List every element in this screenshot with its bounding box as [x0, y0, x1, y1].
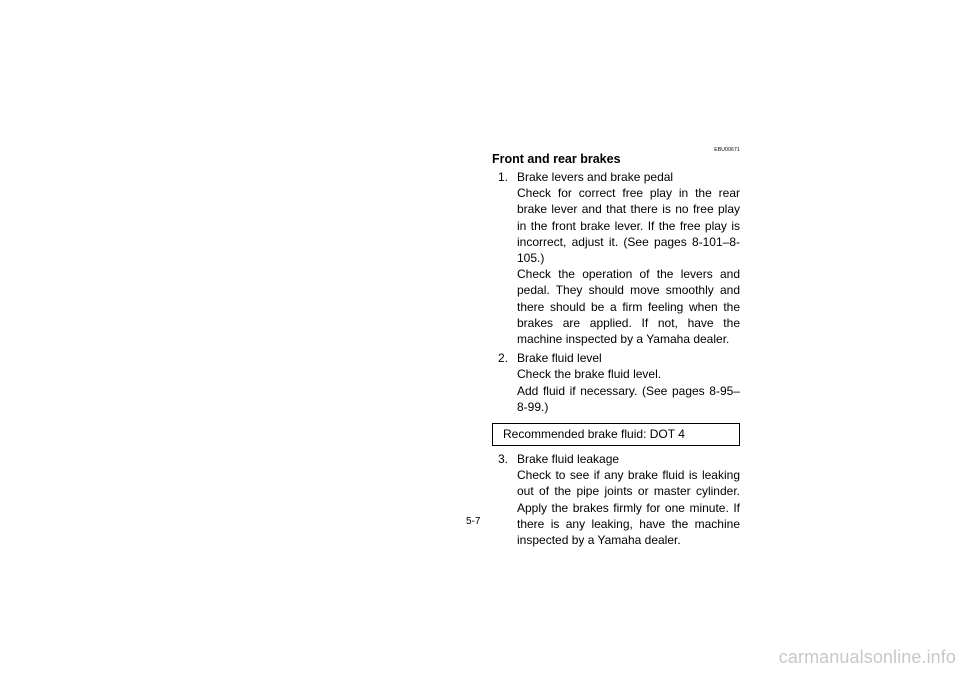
- watermark: carmanualsonline.info: [778, 647, 956, 667]
- list-item-number: 3.: [498, 452, 509, 467]
- list-item-heading: Brake fluid level: [517, 351, 602, 366]
- list-item-1: [492, 169, 740, 347]
- list-item-2: [492, 350, 740, 415]
- section-title: Front and rear brakes: [492, 152, 621, 166]
- list-item-heading: Brake fluid leakage: [517, 452, 620, 467]
- spec-box: Recommended brake fluid: DOT 4: [492, 423, 740, 446]
- list-item-paragraph: Add fluid if necessary. (See pages 8-95–8-99.): [517, 383, 740, 414]
- list-item-paragraph: Check to see if any brake fluid is leaking out of the pipe joints or master cylinder. Apply the brakes firmly for one minute. If there is any leaking, have the machine inspected by a Yamaha dealer.: [517, 468, 740, 548]
- list-item-paragraph: Check the brake fluid level.: [517, 367, 662, 382]
- list-item-number: 2.: [498, 351, 509, 366]
- document-code: EBU00671: [714, 147, 740, 153]
- list-item-3: [492, 451, 740, 548]
- page-number: 5-7: [466, 516, 481, 527]
- list-item-heading: Brake levers and brake pedal: [517, 170, 674, 184]
- list-item-paragraph: Check for correct free play in the rear brake lever and that there is no free play in the front brake lever. If the free play is incorrect, adjust it. (See pages 8-101–8-105.): [517, 186, 740, 266]
- list-item-paragraph: Check the operation of the levers and pedal. They should move smoothly and there should be a firm feeling when the brakes are applied. If not, have the machine inspected by a Yamaha dealer.: [517, 267, 740, 347]
- section-content: [492, 169, 740, 548]
- list-item-number: 1.: [498, 170, 509, 184]
